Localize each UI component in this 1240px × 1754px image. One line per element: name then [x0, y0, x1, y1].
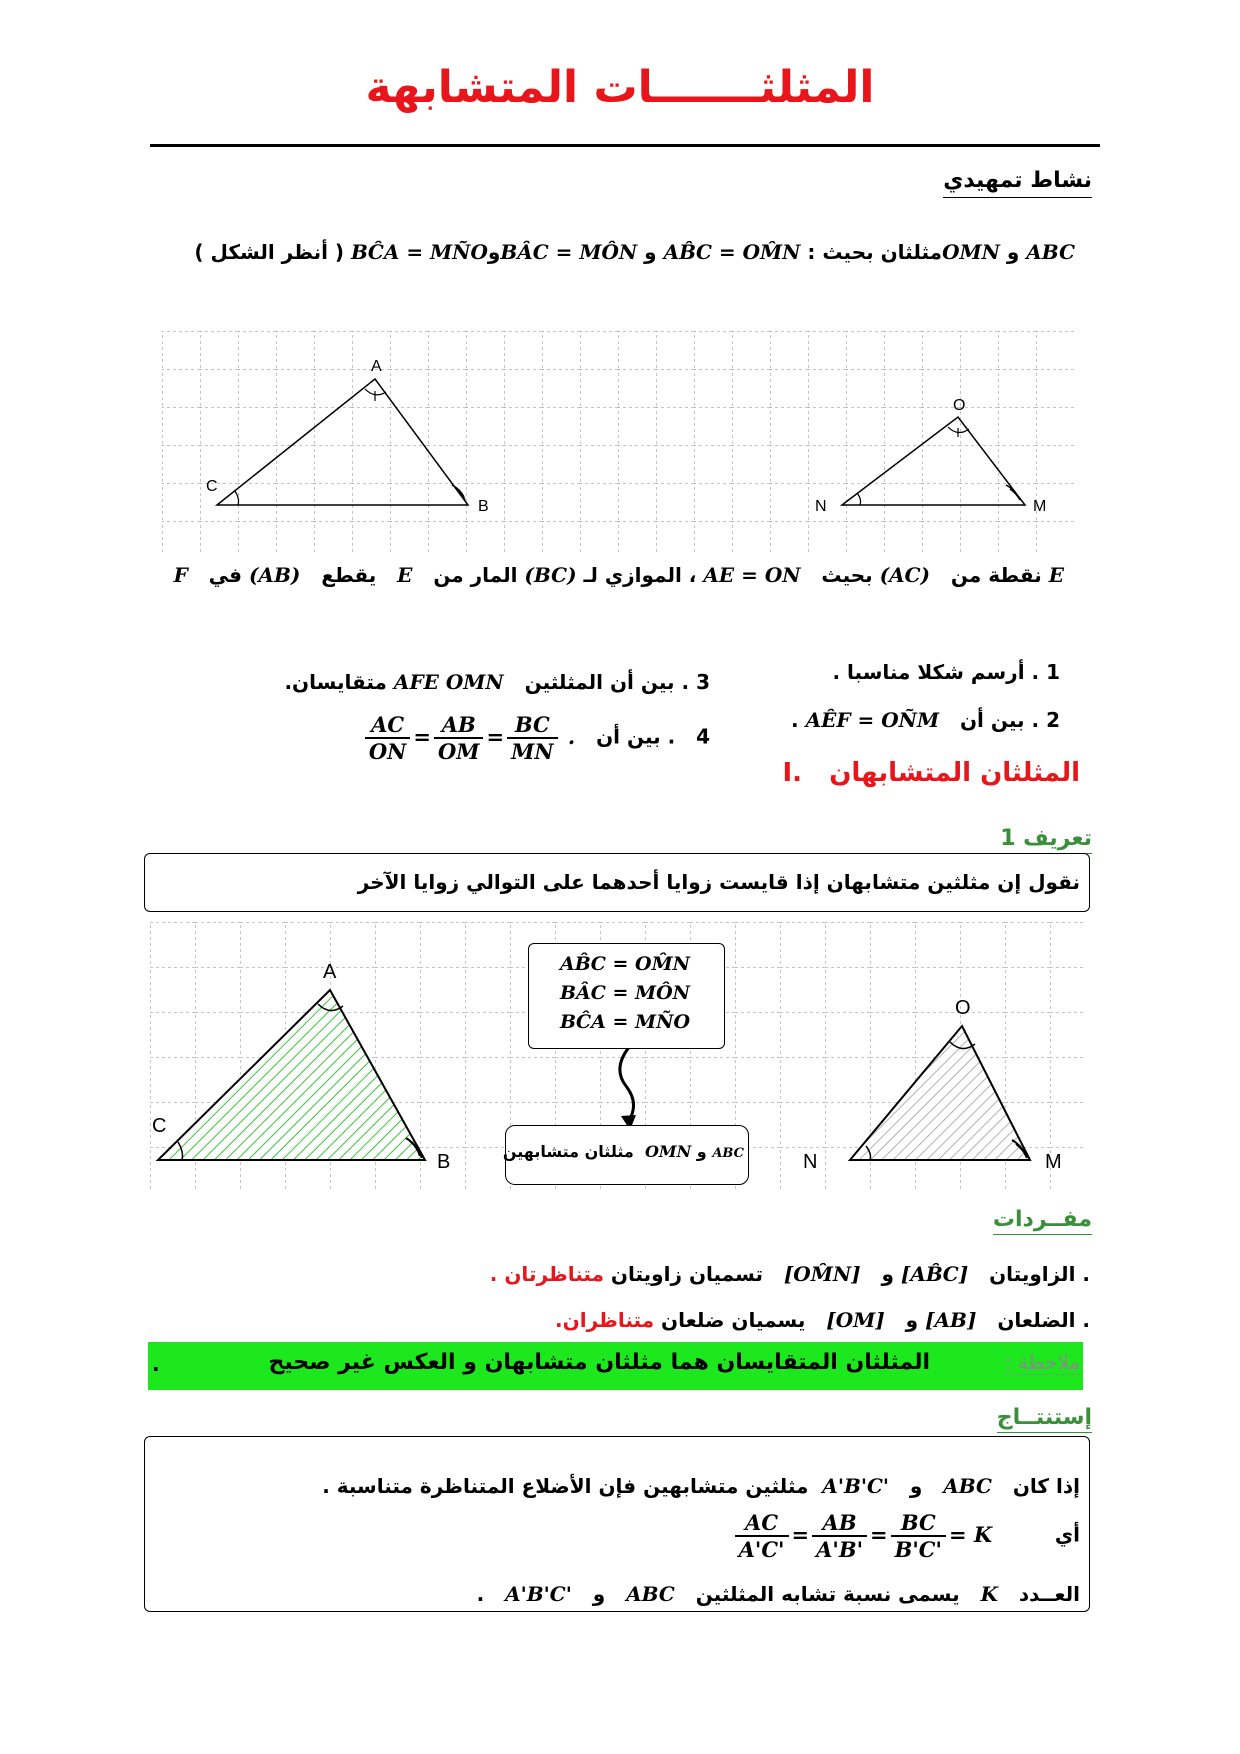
- vocab-line-2: [555, 1308, 1090, 1332]
- note-dot: .: [152, 1352, 160, 1376]
- intro-and: و: [1006, 240, 1020, 264]
- result-text: [502, 1142, 744, 1161]
- relation-1: AB̂C = OM̂N: [559, 953, 691, 975]
- conclusion-line-1: [322, 1474, 1080, 1498]
- c-p6: في: [208, 563, 242, 587]
- tri2-label: OMN: [942, 240, 1000, 264]
- v1-red: متناظرتان .: [489, 1262, 604, 1286]
- q3-math2: AFE: [393, 670, 439, 694]
- c2-a: أي: [1054, 1522, 1080, 1547]
- result-label: مثلثان متشابهين: [502, 1142, 634, 1161]
- activity-heading: نشاط تمهيدي: [943, 168, 1092, 198]
- c1-b: مثلثين متشابهين فإن الأضلاع المتناظرة متناسبة .: [322, 1474, 809, 1498]
- conclusion-line-2: [732, 1510, 1080, 1562]
- v2-a: . الضلعان: [997, 1308, 1090, 1332]
- q2-text: بين أن: [959, 708, 1025, 732]
- v2-red: متناظران.: [555, 1308, 655, 1332]
- question-1: [832, 660, 1060, 684]
- conclusion-line-3: [477, 1582, 1080, 1606]
- c-AE-ON: AE = ON: [703, 563, 801, 587]
- q1-num: 1 .: [1031, 660, 1060, 684]
- cfrac-k: K: [973, 1521, 993, 1547]
- intro-and-3: و: [487, 240, 501, 264]
- fig2-label-m: M: [1045, 1151, 1062, 1173]
- intro-and-2: و: [644, 240, 657, 264]
- c3-m1: ABC: [626, 1582, 675, 1606]
- c-p1: نقطة من: [950, 563, 1042, 587]
- v1-b: تسميان زاويتان: [610, 1262, 763, 1286]
- section-1-title: المثلثان المتشابهان: [829, 758, 1080, 788]
- relations-list: [540, 950, 710, 1037]
- q2-math: AÊF = OÑM: [805, 708, 940, 732]
- relation-3: BĈA = MÑO: [559, 1011, 691, 1033]
- cfrac-3: $\frac{BC}{B'C'}$: [891, 1510, 946, 1562]
- result-omn: OMN: [644, 1142, 692, 1161]
- c3-end: .: [476, 1582, 485, 1606]
- page-title: المثلثـــــــات المتشابهة: [365, 62, 875, 113]
- result-and: و: [696, 1142, 707, 1161]
- q4-frac-3: $\frac{BC}{MN}$: [507, 712, 557, 764]
- c1-m1: ABC: [943, 1474, 992, 1498]
- fig2-label-b: B: [437, 1151, 451, 1173]
- q4-frac-2: $\frac{AB}{OM}$: [434, 712, 484, 764]
- fig2-label-a: A: [323, 961, 337, 983]
- fig2-label-c: C: [152, 1115, 167, 1137]
- q1-text: أرسم شكلا مناسبا .: [832, 660, 1025, 684]
- fig2-label-o: O: [955, 997, 971, 1019]
- c3-b: يسمى نسبة تشابه المثلثين: [695, 1582, 960, 1606]
- label-c: C: [206, 478, 218, 495]
- q4-frac-1: $\frac{AC}{ON}$: [365, 712, 411, 764]
- c-AB: (AB): [248, 563, 301, 587]
- section-1-num: I.: [782, 758, 803, 788]
- question-3: [284, 670, 710, 694]
- c3-m2: A'B'C': [505, 1582, 572, 1606]
- vocab-line-1: [490, 1262, 1090, 1286]
- relation-2: BÂC = MÔN: [559, 982, 691, 1004]
- v1-a: . الزاويتان: [989, 1262, 1090, 1286]
- v2-m1: [AB]: [925, 1308, 977, 1332]
- label-o: O: [953, 397, 966, 414]
- c3-k: K: [980, 1582, 998, 1606]
- label-b: B: [478, 498, 489, 515]
- question-2: 2 . بين أن AÊF = OÑM .: [791, 708, 1060, 732]
- label-n: N: [815, 498, 827, 515]
- section-1-heading: [783, 758, 1081, 788]
- tri1-label: ABC: [1026, 240, 1075, 264]
- c-E: E: [1048, 563, 1064, 587]
- definition-heading: تعريف 1: [1000, 826, 1092, 854]
- question-4: [362, 712, 710, 764]
- v2-and: و: [905, 1308, 919, 1332]
- v1-and: و: [881, 1262, 894, 1286]
- vocabulary-heading: مفــردات: [993, 1207, 1092, 1235]
- v1-m2: [OM̂N]: [783, 1262, 861, 1286]
- c1-and: و: [909, 1474, 923, 1498]
- intro-text: مثلثان بحيث :: [807, 240, 943, 264]
- intro-eq1: AB̂C = OM̂N: [663, 240, 801, 264]
- q3-num: 3 .: [681, 670, 710, 694]
- c-BC: (BC): [524, 563, 577, 587]
- c-E2: E: [397, 563, 413, 587]
- c3-a: العــدد: [1018, 1582, 1080, 1606]
- q3-end: متقايسان.: [284, 670, 387, 694]
- c-AC: (AC): [879, 563, 931, 587]
- note-label: ملاحظة :: [1004, 1350, 1080, 1374]
- activity-intro: [194, 240, 1075, 264]
- conclusion-fractions: $\frac{AC}{A'C'}$ = $\frac{AB}{A'B'}$ = $\frac{BC}{B'C'}$ = K: [732, 1522, 993, 1547]
- c-p2: بحيث: [821, 563, 873, 587]
- v2-b: يسميان ضلعان: [661, 1308, 806, 1332]
- note-text: المثلثان المتقايسان هما مثلثان متشابهان و العكس غير صحيح: [268, 1350, 930, 1375]
- v2-m2: [OM]: [826, 1308, 885, 1332]
- cfrac-2: $\frac{AB}{A'B'}$: [812, 1510, 867, 1562]
- c-p5: يقطع: [321, 563, 377, 587]
- definition-text: نقول إن مثلثين متشابهان إذا قايست زوايا أحدهما على التوالي زوايا الآخر: [357, 870, 1080, 894]
- c1-m2: A'B'C': [822, 1474, 890, 1498]
- label-a: A: [371, 358, 382, 375]
- conclusion-heading: إستنتــاج: [997, 1405, 1092, 1433]
- cfrac-1: $\frac{AC}{A'C'}$: [735, 1510, 789, 1562]
- intro-eq2: BÂC = MÔN: [500, 240, 638, 264]
- q4-text: . بين أن: [596, 724, 676, 749]
- fig2-label-n: N: [803, 1151, 818, 1173]
- c-p3: ، الموازي لـ: [583, 563, 697, 587]
- q3-text: بين أن المثلثين: [524, 670, 675, 694]
- title-divider: [150, 144, 1100, 147]
- c-F: F: [173, 563, 188, 587]
- activity-grid: [162, 331, 1074, 553]
- v1-m1: [AB̂C]: [900, 1262, 969, 1286]
- c1-a: إذا كان: [1012, 1474, 1080, 1498]
- c3-and: و: [592, 1582, 606, 1606]
- label-m: M: [1033, 498, 1047, 515]
- c-p4: المار من: [433, 563, 518, 587]
- intro-eq3: BĈA = MÑO: [351, 240, 488, 264]
- intro-end: ( أنظر الشكل ): [194, 240, 345, 264]
- q4-fractions: $\frac{AC}{ON}$ = $\frac{AB}{OM}$ = $\frac{BC}{MN}$ .: [362, 724, 575, 749]
- activity-figure: [160, 325, 1080, 557]
- q3-math1: OMN: [445, 670, 504, 694]
- q4-num: 4: [696, 724, 710, 749]
- construction-line: [174, 563, 1064, 587]
- result-abc: ABC: [712, 1146, 744, 1161]
- q2-num: 2 .: [1031, 708, 1060, 732]
